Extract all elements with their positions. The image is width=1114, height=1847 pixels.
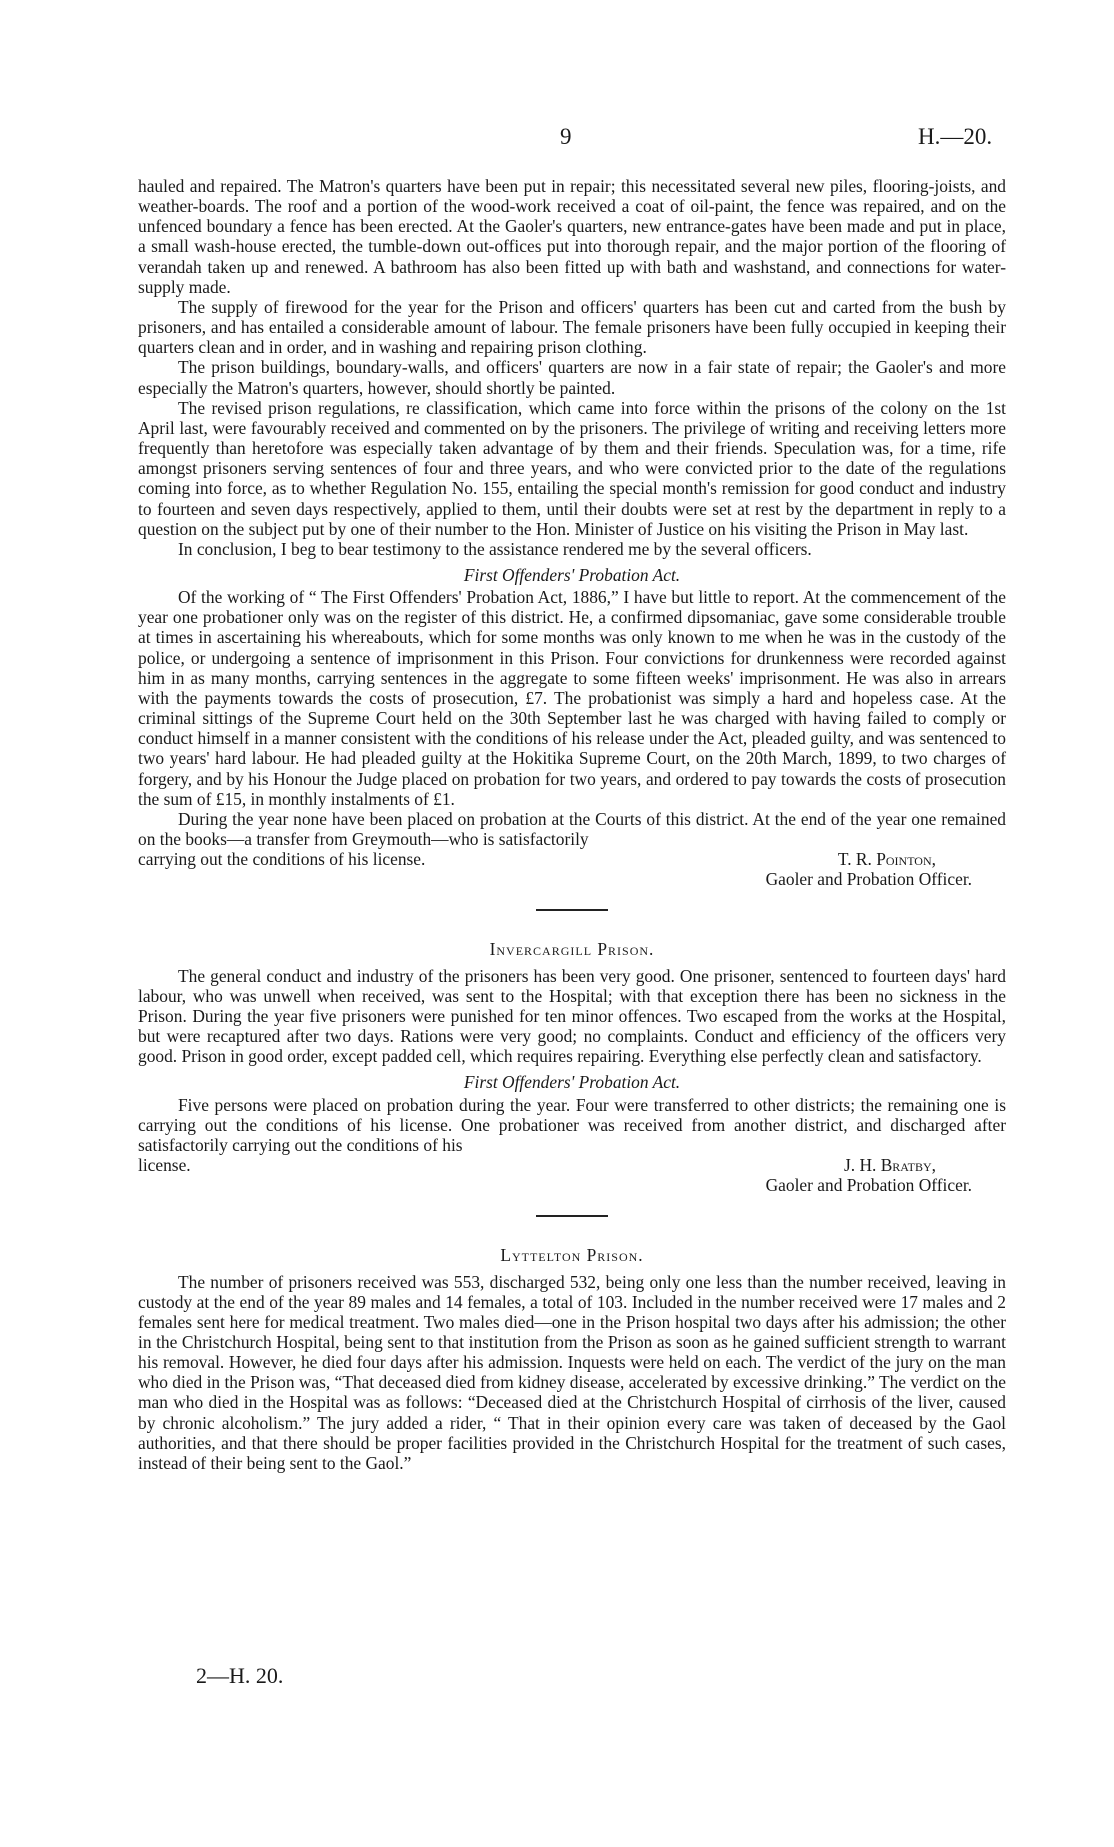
signature-line-2 [138, 1155, 1006, 1175]
signatory-title-1: Gaoler and Probation Officer. [765, 869, 972, 890]
paragraph-probation-year-end: carrying out the conditions of his license. [138, 849, 426, 870]
paragraph-probation-year: During the year none have been placed on probation at the Courts of this district. At the end of the year one remained on the books—a transfer from Greymouth—who is satisfactorily [138, 808, 1006, 849]
page-number: 9 [560, 124, 572, 149]
paragraph-invercargill: The general conduct and industry of the prisoners has been very good. One prisoner, sentenced to fourteen days' hard labour, who was unwell when received, was sent to the Hospital; with that exception there has been no sickness in the Prison. During the year five prisoners were punished for ten minor offences. Two escaped from the works at the Hospital, but were recaptured after two days. Rations were very good; no complaints. Conduct and efficiency of the officers very good. Prison in good order, except padded cell, which requires repairing. Everything else perfectly clean and satisfactory. [138, 965, 1006, 1067]
paragraph-conclusion: In conclusion, I beg to bear testimony to the assistance rendered me by the several officers. [178, 538, 812, 559]
paragraph-firewood: The supply of firewood for the year for the Prison and officers' quarters has been cut and carted from the bush by prisoners, and has entailed a considerable amount of labour. The female prisoners have been fully occupied in keeping their quarters clean and in order, and in washing and repairing prison clothing. [138, 296, 1006, 358]
section-heading-lyttelton: Lyttelton Prison. [500, 1245, 644, 1266]
section-divider [536, 909, 608, 911]
section-heading-probation-act-1: First Offenders' Probation Act. [463, 564, 681, 585]
section-divider [536, 1215, 608, 1217]
paragraph-lyttelton: The number of prisoners received was 553, discharged 532, being only one less than the number received, leaving in custody at the end of the year 89 males and 14 females, a total of 103. Included in the number received were 17 males and 2 females sent here for medical treatment. Two males died—one in the Prison hospital two days after his admission; the other in the Christchurch Hospital, being sent to that institution from the Prison as soon as he gained sufficient strength to warrant his removal. However, he died four days after his admission. Inquests were held on each. The verdict of the jury on the man who died in the Prison was, “That deceased died from kidney disease, accelerated by excessive drinking.” The verdict on the man who died in the Hospital was as follows: “Deceased died at the Christchurch Hospital of cirrhosis of the liver, caused by chronic alcoholism.” The jury added a rider, “ That in their opinion every care was taken of deceased by the Gaol authorities, and that there should be proper facilities provided in the Christchurch Hospital for the treatment of such cases, instead of their being sent to the Gaol.” [138, 1271, 1006, 1473]
paragraph-buildings: The prison buildings, boundary-walls, and officers' quarters are now in a fair state of repair; the Gaoler's and more especially the Matron's quarters, however, should shortly be painted. [138, 357, 1006, 398]
paragraph-probation-working: Of the working of “ The First Offenders' Probation Act, 1886,” I have but little to report. At the commencement of the year one probationer only was on the register of this district. He, a confirmed dipsomaniac, gave some considerable trouble at times in ascertaining his whereabouts, which for some months was only known to me when he was in the custody of the police, or undergoing a sentence of imprisonment in this Prison. Four convictions for drunkenness were recorded against him in as many months, carrying sentences in the aggregate to some fifteen weeks' imprisonment. He was also in arrears with the payments towards the costs of prosecution, £7. The probationist was simply a hard and hopeless case. At the criminal sittings of the Supreme Court held on the 30th September last he was charged with having failed to comply or conduct himself in a manner consistent with the conditions of his release under the Act, pleaded guilty, and was sentenced to two years' hard labour. He had pleaded guilty at the Hokitika Supreme Court, on the 20th March, 1899, to two charges of forgery, and by his Honour the Judge placed on probation for two years, and ordered to pay towards the costs of prosecution the sum of £15, in monthly instalments of £1. [138, 587, 1006, 809]
signature-line-1 [138, 849, 1006, 869]
section-heading-invercargill: Invercargill Prison. [489, 939, 655, 960]
paragraph-regulations: The revised prison regulations, re classification, which came into force within the prisons of the colony on the 1st April last, were favourably received and commented on by the prisoners. The privilege of writing and receiving letters more frequently than heretofore was especially taken advantage of by them and their friends. Speculation was, for a time, rife amongst prisoners serving sentences of four and three years, and who were convicted prior to the date of the regulations coming into force, as to whether Regulation No. 155, entailing the special month's remission for good conduct and industry to fourteen and seven days respectively, applied to them, until their doubts were set at rest by the department in reply to a question on the subject put by one of their number to the Hon. Minister of Justice on his visiting the Prison in May last. [138, 397, 1006, 539]
section-heading-probation-act-2: First Offenders' Probation Act. [463, 1072, 681, 1093]
document-reference: H.—20. [918, 124, 993, 149]
signatory-name-2: J. H. Bratby, [843, 1155, 936, 1176]
signature-mark: 2—H. 20. [196, 1663, 284, 1688]
paragraph-repairs: hauled and repaired. The Matron's quarters have been put in repair; this necessitated several new piles, flooring-joists, and weather-boards. The roof and a portion of the wood-work received a coat of oil-paint, the fence was repaired, and on the unfenced boundary a fence has been erected. At the Gaoler's quarters, new entrance-gates have been made and put in place, a small wash-house erected, the tumble-down out-offices put into thorough repair, and the major portion of the flooring of verandah taken up and renewed. A bathroom has also been fitted up with bath and washstand, and connections for water-supply made. [138, 176, 1006, 297]
signatory-name-1: T. R. Pointon, [837, 849, 936, 870]
document-body [138, 176, 1006, 1473]
paragraph-invercargill-probation-end: license. [138, 1155, 191, 1176]
paragraph-invercargill-probation: Five persons were placed on probation during the year. Four were transferred to other districts; the remaining one is carrying out the conditions of his license. One probationer was received from another district, and discharged after satisfactorily carrying out the conditions of his [138, 1094, 1006, 1155]
signatory-title-2: Gaoler and Probation Officer. [765, 1175, 972, 1196]
